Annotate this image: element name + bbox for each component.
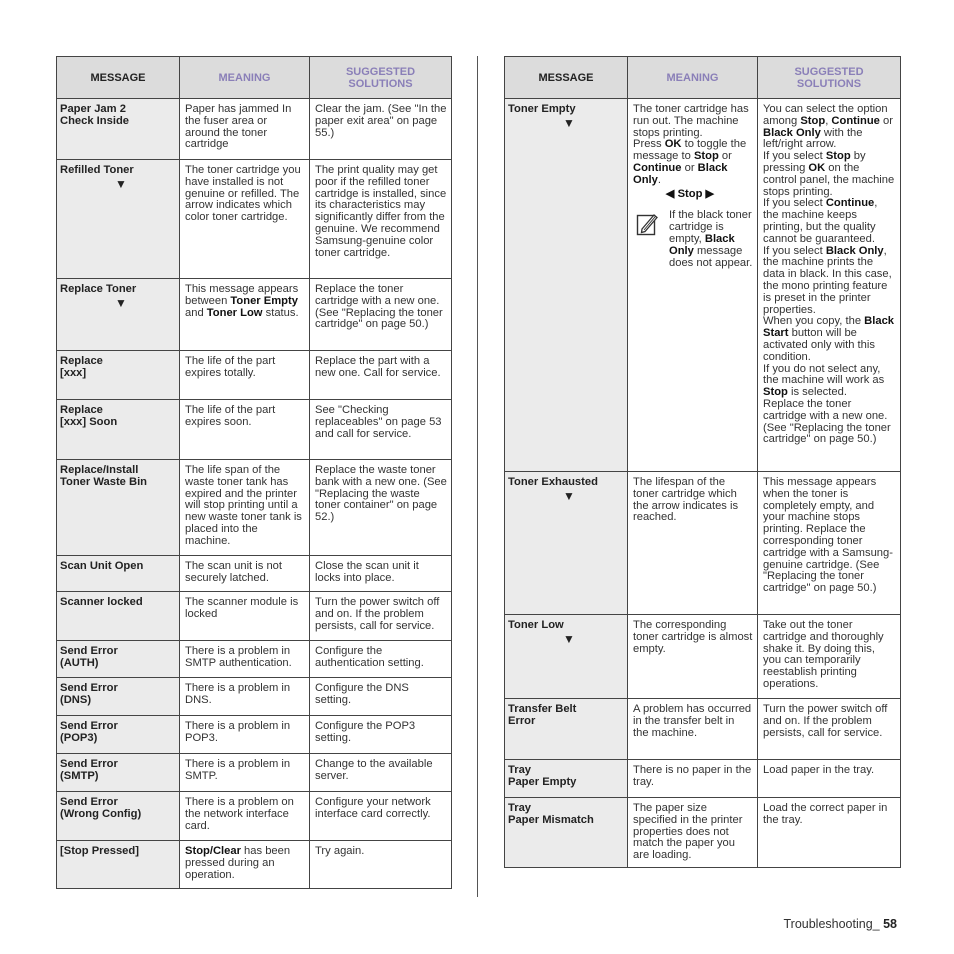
table-row [57, 99, 452, 160]
table-row [505, 472, 901, 615]
message-cell: Paper Jam 2 Check Inside [57, 99, 180, 160]
message-cell: Send Error (SMTP) [57, 754, 180, 792]
message-text: Toner Low [508, 619, 564, 631]
message-cell: Replace [xxx] Soon [57, 400, 180, 460]
table-row [57, 160, 452, 279]
meaning-text: status. [262, 306, 299, 319]
message-cell: Scanner locked [57, 592, 180, 641]
solution-text: If you select [763, 244, 826, 257]
table-row [57, 716, 452, 754]
meaning-cell: Paper has jammed In the fuser area or around the toner cartridge [180, 99, 310, 160]
right-message-table [504, 56, 901, 868]
message-cell [57, 279, 180, 351]
meaning-cell: There is a problem in DNS. [180, 678, 310, 716]
table-row [505, 798, 901, 868]
meaning-cell: The toner cartridge you have installed is not genuine or refilled. The arrow indicates which color toner cartridge. [180, 160, 310, 279]
message-text: Toner Exhausted [508, 476, 598, 488]
meaning-cell: The lifespan of the toner cartridge which the arrow indicates is reached. [628, 472, 758, 615]
meaning-text: The toner cartridge has run out. The machine stops printing. [633, 103, 749, 139]
stop-option-label: Stop [693, 150, 719, 163]
message-cell [505, 99, 628, 472]
solution-text: on the control panel, the machine stops printing. [763, 161, 895, 198]
table-row [505, 760, 901, 798]
message-text: Toner Empty [508, 103, 576, 115]
footer-section: Troubleshooting_ [783, 917, 884, 931]
black-only-option-label: Black Only [633, 161, 728, 186]
solution-cell: Take out the toner cartridge and thoroughly shake it. By doing this, you can temporarily reestablish printing operations. [758, 615, 901, 699]
solution-bold: Continue [825, 197, 875, 210]
meaning-text: Press [633, 138, 665, 151]
message-cell: Send Error (DNS) [57, 678, 180, 716]
solution-bold: Continue [831, 114, 880, 127]
solution-cell: Change to the available server. [310, 754, 452, 792]
solution-cell: Replace the toner cartridge with a new one. (See "Replacing the toner cartridge" on page 50.) [310, 279, 452, 351]
note-text [669, 210, 753, 269]
meaning-cell: The scan unit is not securely latched. [180, 556, 310, 592]
meaning-text: This message appears between [185, 283, 299, 307]
solution-cell: Replace the waste toner bank with a new one. (See "Replacing the waste toner container" on page 52.) [310, 460, 452, 556]
note-pencil-icon [636, 212, 660, 236]
note-text-part: message does not appear. [669, 244, 753, 269]
solution-cell: The print quality may get poor if the refilled toner cartridge is installed, since its characteristics may significantly differ from the genuine. We recommend Samsung-genuine color toner cartridge. [310, 160, 452, 279]
meaning-cell [628, 99, 758, 472]
message-cell: Replace [xxx] [57, 351, 180, 400]
solution-text: , [825, 114, 832, 127]
table-row [57, 792, 452, 841]
meaning-text: . [657, 173, 661, 186]
solution-text: is selected. [787, 386, 847, 399]
message-cell: Scan Unit Open [57, 556, 180, 592]
note-text-part: If the black toner cartridge is empty, [669, 209, 752, 245]
meaning-text: has been pressed during an operation. [185, 845, 291, 881]
table-row [57, 592, 452, 641]
table-row [505, 99, 901, 472]
message-cell [505, 472, 628, 615]
message-cell: Send Error (AUTH) [57, 641, 180, 678]
note-bold: Black Only [669, 232, 735, 257]
table-row [57, 279, 452, 351]
down-arrow-icon: ▼ [563, 488, 575, 503]
solution-cell: Load the correct paper in the tray. [758, 798, 901, 868]
table-row [505, 699, 901, 760]
solution-text: You can select the option among [763, 103, 888, 127]
meaning-cell: There is a problem in POP3. [180, 716, 310, 754]
meaning-cell [180, 279, 310, 351]
solution-cell: Turn the power switch off and on. If the problem persists, call for service. [310, 592, 452, 641]
header-solutions: SUGGESTED SOLUTIONS [758, 57, 901, 99]
continue-option-label: Continue [633, 161, 682, 174]
left-message-table [56, 56, 452, 889]
solution-bold: Stop [763, 386, 788, 399]
solution-bold: Stop [800, 114, 826, 127]
message-cell: Tray Paper Mismatch [505, 798, 628, 868]
meaning-bold: Stop/Clear [185, 845, 241, 857]
solution-cell: Turn the power switch off and on. If the problem persists, call for service. [758, 699, 901, 760]
message-cell [505, 615, 628, 699]
meaning-text: or [681, 161, 698, 174]
solution-cell: Configure the DNS setting. [310, 678, 452, 716]
down-arrow-icon: ▼ [115, 295, 127, 310]
table-row [57, 351, 452, 400]
header-message: MESSAGE [505, 57, 628, 99]
solution-cell: Try again. [310, 841, 452, 889]
solution-cell: Configure the authentication setting. [310, 641, 452, 678]
solution-text: by pressing [763, 150, 866, 174]
ok-key-label: OK [664, 138, 682, 151]
solution-bold: OK [808, 161, 826, 174]
solution-cell: This message appears when the toner is completely empty, and your machine stops printing. Replace the corresponding toner cartridge with a Samsung-genuine cartridge. (See "Replacing the toner cartridge" on page 50.) [758, 472, 901, 615]
message-text: Replace Toner [60, 283, 137, 295]
message-text: Refilled Toner [60, 164, 134, 176]
solution-cell: See "Checking replaceables" on page 53 and call for service. [310, 400, 452, 460]
solution-bold: Black Only [763, 126, 821, 139]
table-header-row [57, 57, 452, 99]
table-row [57, 678, 452, 716]
solution-text: If you select [763, 197, 826, 210]
solution-bold: Black Start [763, 315, 895, 340]
solution-text: with the left/right arrow. [763, 126, 863, 151]
meaning-cell: The life of the part expires totally. [180, 351, 310, 400]
solution-bold: Stop [825, 150, 851, 163]
table-header-row [505, 57, 901, 99]
solution-bold: Black Only [825, 244, 884, 257]
table-row [57, 460, 452, 556]
meaning-text: to toggle the message to [633, 138, 747, 163]
solution-text: If you select [763, 150, 826, 163]
solution-text: or [879, 114, 893, 127]
header-meaning: MEANING [628, 57, 758, 99]
meaning-cell: There is no paper in the tray. [628, 760, 758, 798]
meaning-cell: There is a problem in SMTP authentication. [180, 641, 310, 678]
stop-nav-display: ◀ Stop ▶ [665, 187, 715, 200]
down-arrow-icon: ▼ [115, 176, 127, 191]
meaning-cell [180, 841, 310, 889]
meaning-cell: The life of the part expires soon. [180, 400, 310, 460]
column-divider [477, 56, 478, 897]
solution-text: button will be activated only with this condition. [763, 327, 875, 363]
down-arrow-icon: ▼ [563, 631, 575, 646]
solution-text: If you do not select any, the machine will work as [763, 362, 885, 387]
message-cell: [Stop Pressed] [57, 841, 180, 889]
meaning-cell: The life span of the waste toner tank has expired and the printer will stop printing until a new waste toner tank is placed into the machine. [180, 460, 310, 556]
header-solutions: SUGGESTED SOLUTIONS [310, 57, 452, 99]
solution-cell [758, 99, 901, 472]
solution-cell: Clear the jam. (See "In the paper exit area" on page 55.) [310, 99, 452, 160]
table-row [57, 641, 452, 678]
message-cell: Transfer Belt Error [505, 699, 628, 760]
solution-text: When you copy, the [763, 315, 865, 328]
solution-cell: Configure the POP3 setting. [310, 716, 452, 754]
message-cell: Replace/Install Toner Waste Bin [57, 460, 180, 556]
solution-cell: Close the scan unit it locks into place. [310, 556, 452, 592]
meaning-cell: The corresponding toner cartridge is almost empty. [628, 615, 758, 699]
header-meaning: MEANING [180, 57, 310, 99]
message-cell: Send Error (Wrong Config) [57, 792, 180, 841]
table-row [57, 400, 452, 460]
solution-cell: Configure your network interface card correctly. [310, 792, 452, 841]
page-number: 58 [883, 917, 897, 931]
table-row [505, 615, 901, 699]
message-cell: Tray Paper Empty [505, 760, 628, 798]
table-row [57, 556, 452, 592]
meaning-cell: The paper size specified in the printer properties does not match the paper you are loading. [628, 798, 758, 868]
solution-cell: Load paper in the tray. [758, 760, 901, 798]
message-cell [57, 160, 180, 279]
meaning-text: or [718, 150, 732, 163]
solution-text: , the machine keeps printing, but the quality cannot be guaranteed. [763, 197, 878, 245]
solution-cell: Replace the part with a new one. Call for service. [310, 351, 452, 400]
meaning-cell: A problem has occurred in the transfer belt in the machine. [628, 699, 758, 760]
message-cell: Send Error (POP3) [57, 716, 180, 754]
meaning-text: and [185, 306, 207, 319]
meaning-bold: Toner Low [206, 306, 263, 319]
meaning-cell: The scanner module is locked [180, 592, 310, 641]
page-footer [783, 917, 897, 931]
table-row [57, 841, 452, 889]
meaning-cell: There is a problem on the network interface card. [180, 792, 310, 841]
meaning-bold: Toner Empty [230, 294, 298, 307]
table-row [57, 754, 452, 792]
solution-text: Replace the toner cartridge with a new one. (See "Replacing the toner cartridge" on page 50.) [763, 397, 891, 446]
down-arrow-icon: ▼ [563, 115, 575, 130]
header-message: MESSAGE [57, 57, 180, 99]
meaning-cell: There is a problem in SMTP. [180, 754, 310, 792]
note-box [633, 210, 753, 269]
solution-text: , the machine prints the data in black. In this case, the mono printing feature is preset in the printer properties. [763, 244, 892, 316]
